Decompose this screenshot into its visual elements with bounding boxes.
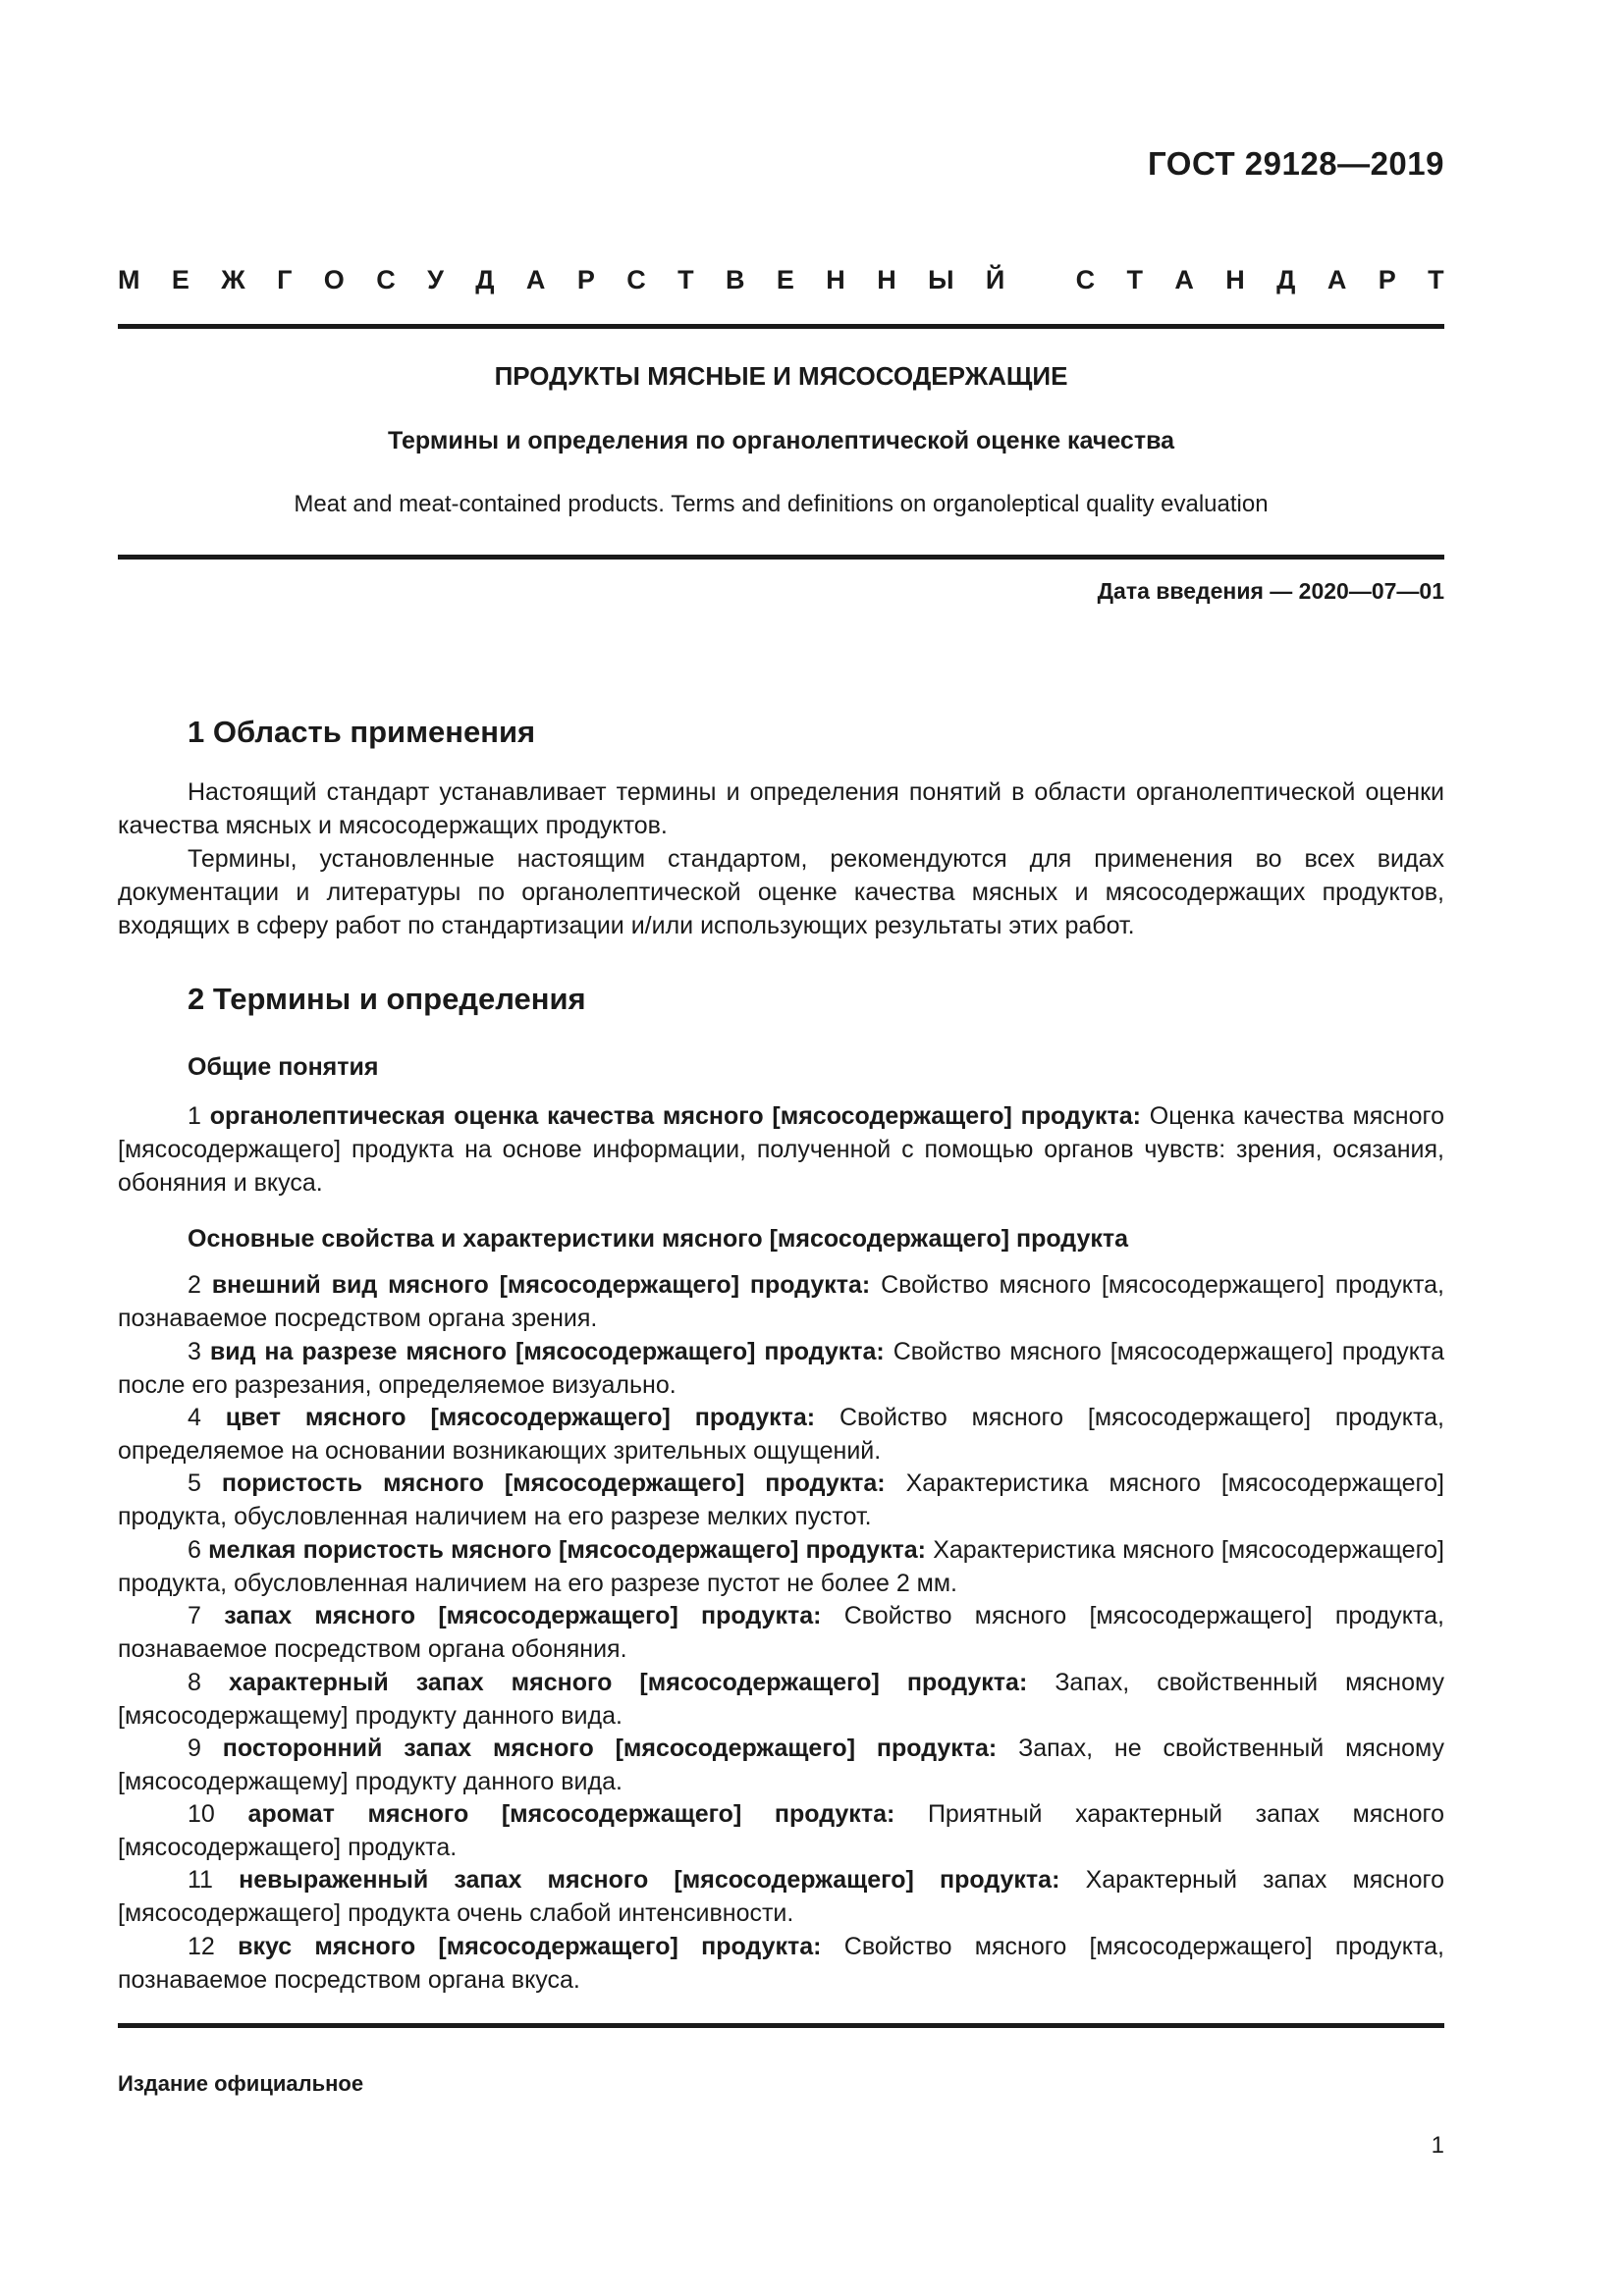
term-number: 9 [188, 1735, 201, 1762]
official-edition-label: Издание официальное [118, 2071, 364, 2096]
term-name: невыраженный запах мясного [мясосодержащего] продукта: [239, 1866, 1060, 1894]
footer-divider [118, 2023, 1444, 2028]
term-name: внешний вид мясного [мясосодержащего] продукта: [211, 1271, 871, 1299]
term-entry [118, 1732, 1444, 1798]
term-entry [118, 1335, 1444, 1402]
term-entry [118, 1930, 1444, 1997]
banner-letter: С [376, 265, 396, 294]
term-definition: Свойство мясного [мясосодержащего] продукта, определяемое на основании возникающих зрительных ощущений. [118, 1404, 1445, 1465]
term-entry [118, 1666, 1444, 1733]
banner-letter: А [1326, 265, 1347, 294]
term-name: запах мясного [мясосодержащего] продукта: [224, 1602, 822, 1629]
term-name: аромат мясного [мясосодержащего] продукта: [247, 1800, 895, 1828]
banner-letter: Т [1126, 265, 1143, 294]
banner-letter: А [1174, 265, 1194, 294]
term-entry [118, 1863, 1444, 1930]
term-name: вкус мясного [мясосодержащего] продукта: [238, 1933, 822, 1960]
banner-letter: Ж [221, 265, 245, 294]
term-name: органолептическая оценка качества мясного [мясосодержащего] продукта: [209, 1102, 1141, 1130]
banner-letter: Р [1378, 265, 1396, 294]
banner-gap [1037, 265, 1045, 295]
banner-letter: Е [776, 265, 794, 294]
banner-letter: В [726, 265, 745, 294]
term-name: посторонний запах мясного [мясосодержащего] продукта: [222, 1735, 998, 1762]
section-2-heading: 2 Термины и определения [188, 982, 586, 1016]
document-title: ПРОДУКТЫ МЯСНЫЕ И МЯСОСОДЕРЖАЩИЕ [494, 361, 1068, 391]
term-number: 7 [188, 1602, 201, 1629]
term-definition: Приятный характерный запах мясного [мясосодержащего] продукта. [118, 1800, 1444, 1861]
term-number: 1 [188, 1102, 201, 1130]
section-1-paragraph: Настоящий стандарт устанавливает термины и определения понятий в области органолептической оценки качества мясных и мясосодержащих продуктов. [118, 778, 1444, 839]
term-number: 3 [188, 1338, 201, 1365]
term-definition: Свойство мясного [мясосодержащего] продукта, познаваемое посредством органа вкуса. [118, 1933, 1445, 1994]
banner-letter: Н [826, 265, 845, 294]
banner-letter: Т [1428, 265, 1444, 294]
document-subtitle: Термины и определения по органолептической оценке качества [387, 427, 1175, 454]
term-name: цвет мясного [мясосодержащего] продукта: [225, 1404, 816, 1431]
term-definition: Свойство мясного [мясосодержащего] продукта после его разрезания, определяемое визуально. [118, 1338, 1445, 1399]
term-definition: Характеристика мясного [мясосодержащего] продукта, обусловленная наличием на его разрезе мелких пустот. [118, 1469, 1444, 1530]
banner-letter: Г [277, 265, 293, 294]
banner-letter: Н [1225, 265, 1245, 294]
term-entry [118, 1268, 1444, 1335]
introduction-date: Дата введения — 2020—07—01 [1097, 578, 1444, 604]
general-concepts-heading: Общие понятия [188, 1053, 379, 1081]
term-name: мелкая пористость мясного [мясосодержащего] продукта: [208, 1536, 926, 1564]
term-number: 2 [188, 1271, 201, 1299]
term-definition: Свойство мясного [мясосодержащего] продукта, познаваемое посредством органа зрения. [118, 1271, 1444, 1332]
banner-letter: Д [475, 265, 495, 294]
term-entry [118, 1099, 1444, 1200]
term-name: вид на разрезе мясного [мясосодержащего] продукта: [209, 1338, 885, 1365]
banner-letter: Ы [928, 265, 954, 294]
document-number: ГОСТ 29128—2019 [1148, 145, 1444, 182]
banner-letter: С [626, 265, 646, 294]
title-divider [118, 555, 1444, 560]
standard-type-banner [118, 265, 1444, 295]
banner-letter: С [1075, 265, 1096, 294]
term-entry [118, 1401, 1444, 1468]
term-name: пористость мясного [мясосодержащего] продукта: [221, 1469, 886, 1497]
page-number: 1 [1431, 2132, 1444, 2159]
term-definition: Запах, не свойственный мясному [мясосодержащему] продукту данного вида. [118, 1735, 1445, 1795]
banner-letter: Р [576, 265, 595, 294]
top-divider [118, 324, 1444, 329]
banner-letter: У [427, 265, 444, 294]
term-number: 6 [188, 1536, 201, 1564]
term-definition: Характеристика мясного [мясосодержащего] продукта, обусловленная наличием на его разрезе пустот не более 2 мм. [118, 1536, 1444, 1597]
term-definition: Характерный запах мясного [мясосодержащего] продукта очень слабой интенсивности. [118, 1866, 1444, 1927]
banner-letter: М [118, 265, 140, 294]
term-number: 8 [188, 1669, 201, 1696]
term-entry [118, 1599, 1444, 1666]
properties-heading: Основные свойства и характеристики мясного [мясосодержащего] продукта [188, 1225, 1129, 1253]
term-name: характерный запах мясного [мясосодержащего] продукта: [228, 1669, 1028, 1696]
term-definition: Свойство мясного [мясосодержащего] продукта, познаваемое посредством органа обоняния. [118, 1602, 1444, 1663]
term-number: 10 [188, 1800, 215, 1828]
banner-letter: О [323, 265, 345, 294]
term-definition: Запах, свойственный мясному [мясосодержащему] продукту данного вида. [118, 1669, 1444, 1730]
term-entry [118, 1467, 1444, 1533]
banner-letter: Е [171, 265, 189, 294]
term-entry [118, 1797, 1444, 1864]
banner-letter: Т [677, 265, 694, 294]
term-number: 12 [188, 1933, 215, 1960]
banner-letter: Д [1276, 265, 1296, 294]
term-number: 4 [188, 1404, 201, 1431]
banner-letter: Н [877, 265, 896, 294]
term-number: 5 [188, 1469, 201, 1497]
term-number: 11 [188, 1866, 213, 1894]
section-1-heading: 1 Область применения [188, 715, 536, 749]
section-1-paragraph: Термины, установленные настоящим стандартом, рекомендуются для применения во всех видах документации и литературы по органолептической оценке качества мясных и мясосодержащих продуктов, входящих в сферу работ по стандартизации и/или использующих результаты этих работ. [118, 845, 1444, 939]
banner-letter: Й [985, 265, 1005, 294]
banner-letter: А [525, 265, 546, 294]
english-title: Meat and meat-contained products. Terms and definitions on organoleptical quality evaluation [294, 491, 1269, 517]
term-entry [118, 1533, 1444, 1600]
term-definition: Оценка качества мясного [мясосодержащего] продукта на основе информации, полученной с помощью органов чувств: зрения, осязания, обоняния и вкуса. [118, 1102, 1444, 1197]
